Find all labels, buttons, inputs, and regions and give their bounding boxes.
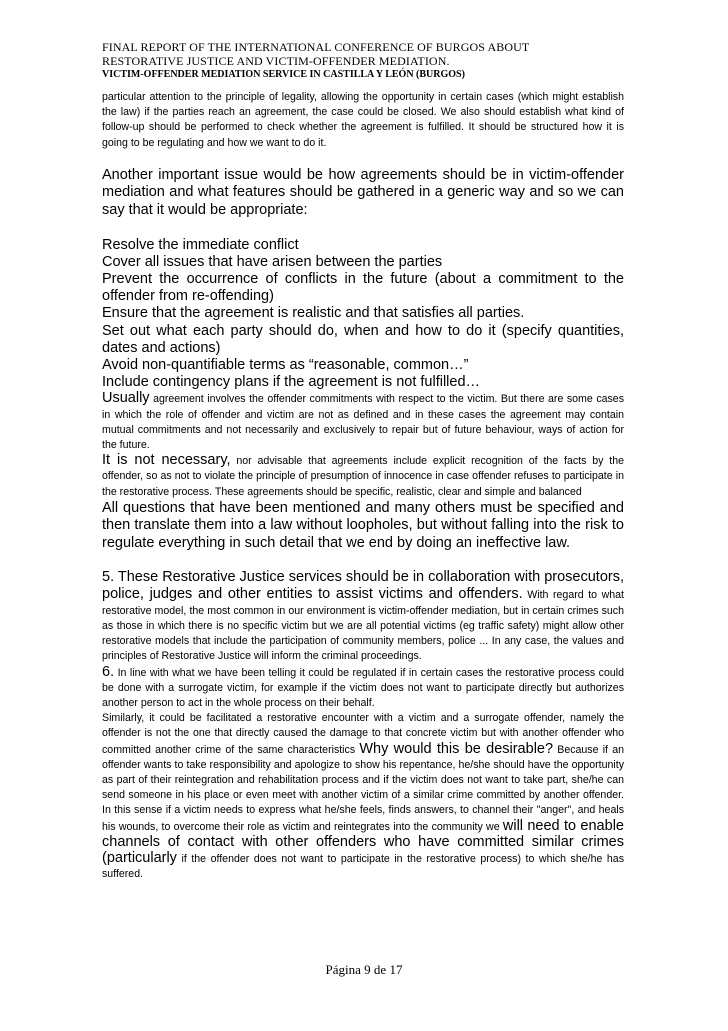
running-header-line2: RESTORATIVE JUSTICE AND VICTIM-OFFENDER MEDIATION. (102, 54, 450, 68)
body-text: nor advisable that agreements include explicit recognition of the facts by the offender, so as not to violate the principle of presumption of innocence in case offender refuses to participate in the restorative process. These agreements should be specific, realistic, clear and simple and balanced (102, 455, 624, 498)
list-item: Cover all issues that have arisen between the parties (102, 253, 443, 270)
body-text: In line with what we have been telling it could be regulated if in certain cases the restorative process could be done with a surrogate victim, for example if the victim does not want to participate directly but authorizes another person to act in the whole process on their behalf. (102, 666, 624, 710)
list-item: Set out what each party should do, when and how to do it (specify quantities, dates and actions) (102, 322, 624, 356)
body-text: if the offender does not want to participate in the restorative process) to which she/he has suffered. (102, 853, 624, 881)
running-header-line1: FINAL REPORT OF THE INTERNATIONAL CONFERENCE OF BURGOS ABOUT (102, 40, 530, 54)
paragraph-agreements: Another important issue would be how agreements should be in victim-offender mediation and what features should be gathered in a generic way and so we can say that it would be appropriate: (102, 166, 624, 218)
running-header-line3: VICTIM-OFFENDER MEDIATION SERVICE IN CASTILLA Y LEÓN (BURGOS) (102, 69, 465, 80)
paragraph-questions: All questions that have been mentioned and many others must be specified and then translate them into a law without loopholes, but without falling into the risk to regulate everything in such detail that we end by doing an ineffective law. (102, 499, 624, 552)
list-item: Avoid non-quantifiable terms as “reasonable, common…” (102, 357, 469, 374)
emphasis-text: will need to enable channels of contact with other offenders who have committed similar crimes (particularly (102, 817, 624, 867)
page-number-footer: Página 9 de 17 (325, 962, 403, 977)
paragraph-similarly (102, 711, 624, 882)
list-item: Ensure that the agreement is realistic and that satisfies all parties. (102, 305, 525, 322)
list-item: Resolve the immediate conflict (102, 236, 299, 253)
lead-text: 5. These Restorative Justice services should be in collaboration with prosecutors, police, judges and other entities to assist victims and offenders. (102, 568, 624, 603)
agreement-features-list (102, 237, 624, 392)
lead-text: 6. (102, 663, 115, 680)
paragraph-point-5 (102, 569, 624, 665)
paragraph-legality: particular attention to the principle of legality, allowing the opportunity in certain cases (which might establish the law) if the parties reach an agreement, the case could be closed. We also should establish what kind of follow-up should be performed to check whether the agreement is fulfilled. It should be structured how it is going to be regulating and how we want to do it. (102, 91, 624, 149)
list-item: Prevent the occurrence of conflicts in the future (about a commitment to the offender from re-offending) (102, 271, 624, 305)
body-text: agreement involves the offender commitments with respect to the victim. But there are some cases in which the role of offender and victim are not as defined and in these cases the agreement may contain mutual commitments and not necessarily and exclusively to repair but of future behaviour, ways of action for the future. (102, 393, 624, 452)
paragraph-usually (102, 391, 624, 453)
body-text: With regard to what restorative model, the most common in our environment is victim-offender mediation, but in certain crimes such as those in which there is no specific victim but we are all potential victims (eg traffic safety) might allow other restorative models that include the participation of community members, police ... In any case, the values and principles of Restorative Justice will inform the criminal proceedings. (102, 589, 625, 663)
lead-text: Usually (102, 390, 150, 407)
lead-text: It is not necessary, (102, 452, 231, 469)
question-text: Why would this be desirable? (359, 740, 554, 757)
paragraph-point-6 (102, 665, 624, 712)
body-text: Similarly, it could be facilitated a restorative encounter with a victim and a surrogate offender, namely the offender is not the one that directly caused the damage to that concrete victim but with another offender who committed another crime of the same characteristics (102, 712, 624, 756)
list-item: Include contingency plans if the agreement is not fulfilled… (102, 374, 481, 391)
body-text: Because if an offender wants to take responsibility and apologize to show his repentance, he/she should have the opportunity as part of their reintegration and rehabilitation process and if the victim does not want to take part, she/he can send someone in his place or even meet with another victim of a similar crime committed by another offender. In this sense if a victim needs to express what he/she feels, finds answers, to channel their "anger", and heals his wounds, to overcome their role as victim and reintegrates into the community we (102, 743, 624, 833)
document-page (102, 40, 624, 882)
paragraph-not-necessary (102, 453, 624, 500)
